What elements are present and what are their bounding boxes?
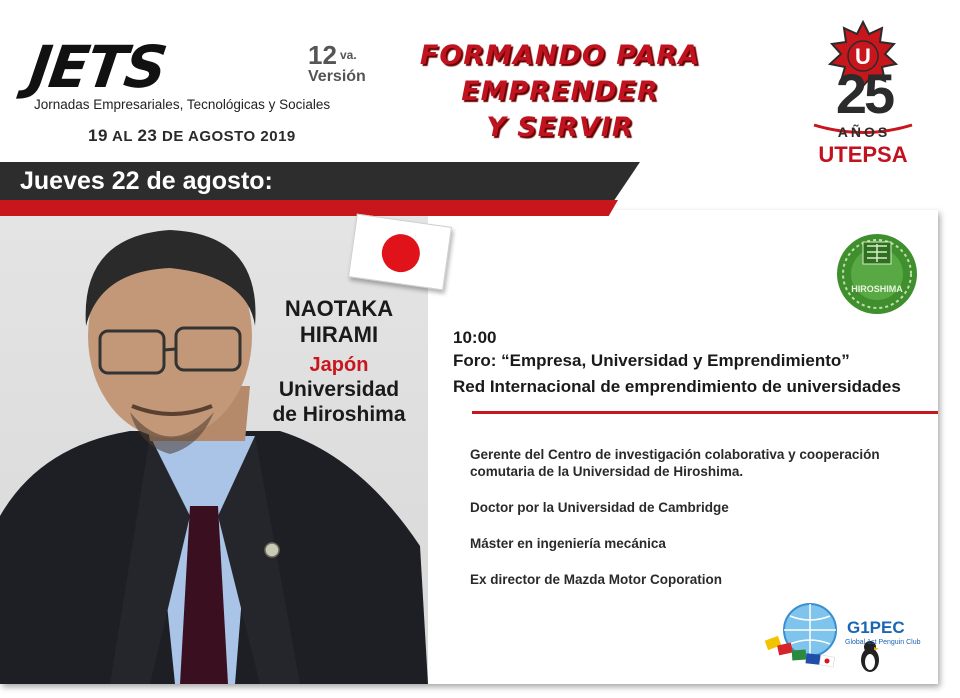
version-number: 12 — [308, 40, 337, 70]
slogan — [380, 38, 740, 146]
g1pec-name: G1PEC — [847, 618, 905, 637]
jets-subtitle: Jornadas Empresariales, Tecnológicas y Sociales — [34, 97, 331, 112]
version-label: Versión — [308, 68, 366, 85]
speaker-name — [258, 296, 420, 348]
date-rest: DE AGOSTO 2019 — [162, 128, 296, 145]
speaker-portrait — [0, 216, 428, 684]
bio-item: Máster en ingeniería mecánica — [470, 536, 666, 551]
jets-logo: JETS — [25, 33, 170, 101]
red-stripe — [0, 200, 618, 216]
slogan-line: Y SERVIR — [486, 112, 634, 143]
bio-item: Ex director de Mazda Motor Coporation — [470, 572, 723, 587]
speaker-organization — [258, 377, 420, 427]
hiroshima-university-logo — [835, 232, 919, 316]
speaker-photo — [0, 216, 428, 684]
slogan-line: FORMANDO PARA — [419, 40, 701, 71]
japan-flag-icon — [348, 214, 452, 291]
slogan-line: EMPRENDER — [461, 76, 659, 107]
bio-item: Doctor por la Universidad de Cambridge — [470, 500, 729, 515]
utepsa-years-label: AÑOS — [837, 124, 891, 140]
utepsa-years: 25 — [835, 62, 893, 125]
svg-text:U: U — [855, 44, 871, 69]
speaker-last-name: HIRAMI — [299, 322, 379, 347]
event-dates — [88, 126, 296, 146]
version-suffix: va. — [340, 48, 357, 62]
japan-flag-disc — [379, 232, 422, 275]
date-connector: AL — [112, 128, 133, 145]
speaker-org-line: Universidad — [278, 378, 400, 401]
event-network: Red Internacional de emprendimiento de universidades — [453, 377, 901, 396]
date-banner-text: Jueves 22 de agosto: — [20, 167, 273, 195]
date-start: 19 — [88, 126, 108, 145]
speaker-bio — [470, 446, 910, 607]
svg-text:HIROSHIMA: HIROSHIMA — [851, 284, 903, 294]
date-end: 23 — [137, 126, 158, 145]
event-forum: Foro: “Empresa, Universidad y Emprendimiento” — [453, 351, 850, 370]
event-time: 10:00 — [453, 328, 497, 347]
speaker-first-name: NAOTAKA — [284, 296, 394, 321]
section-divider — [472, 411, 938, 414]
speaker-org-line: de Hiroshima — [272, 403, 406, 426]
g1pec-tagline: Global 1st Penguin Club — [845, 639, 921, 646]
bio-item: Gerente del Centro de investigación colaborativa y cooperación comutaria de la Universidad de Hiroshima. — [470, 447, 880, 479]
speaker-country: Japón — [309, 354, 369, 376]
utepsa-name: UTEPSA — [818, 142, 908, 167]
